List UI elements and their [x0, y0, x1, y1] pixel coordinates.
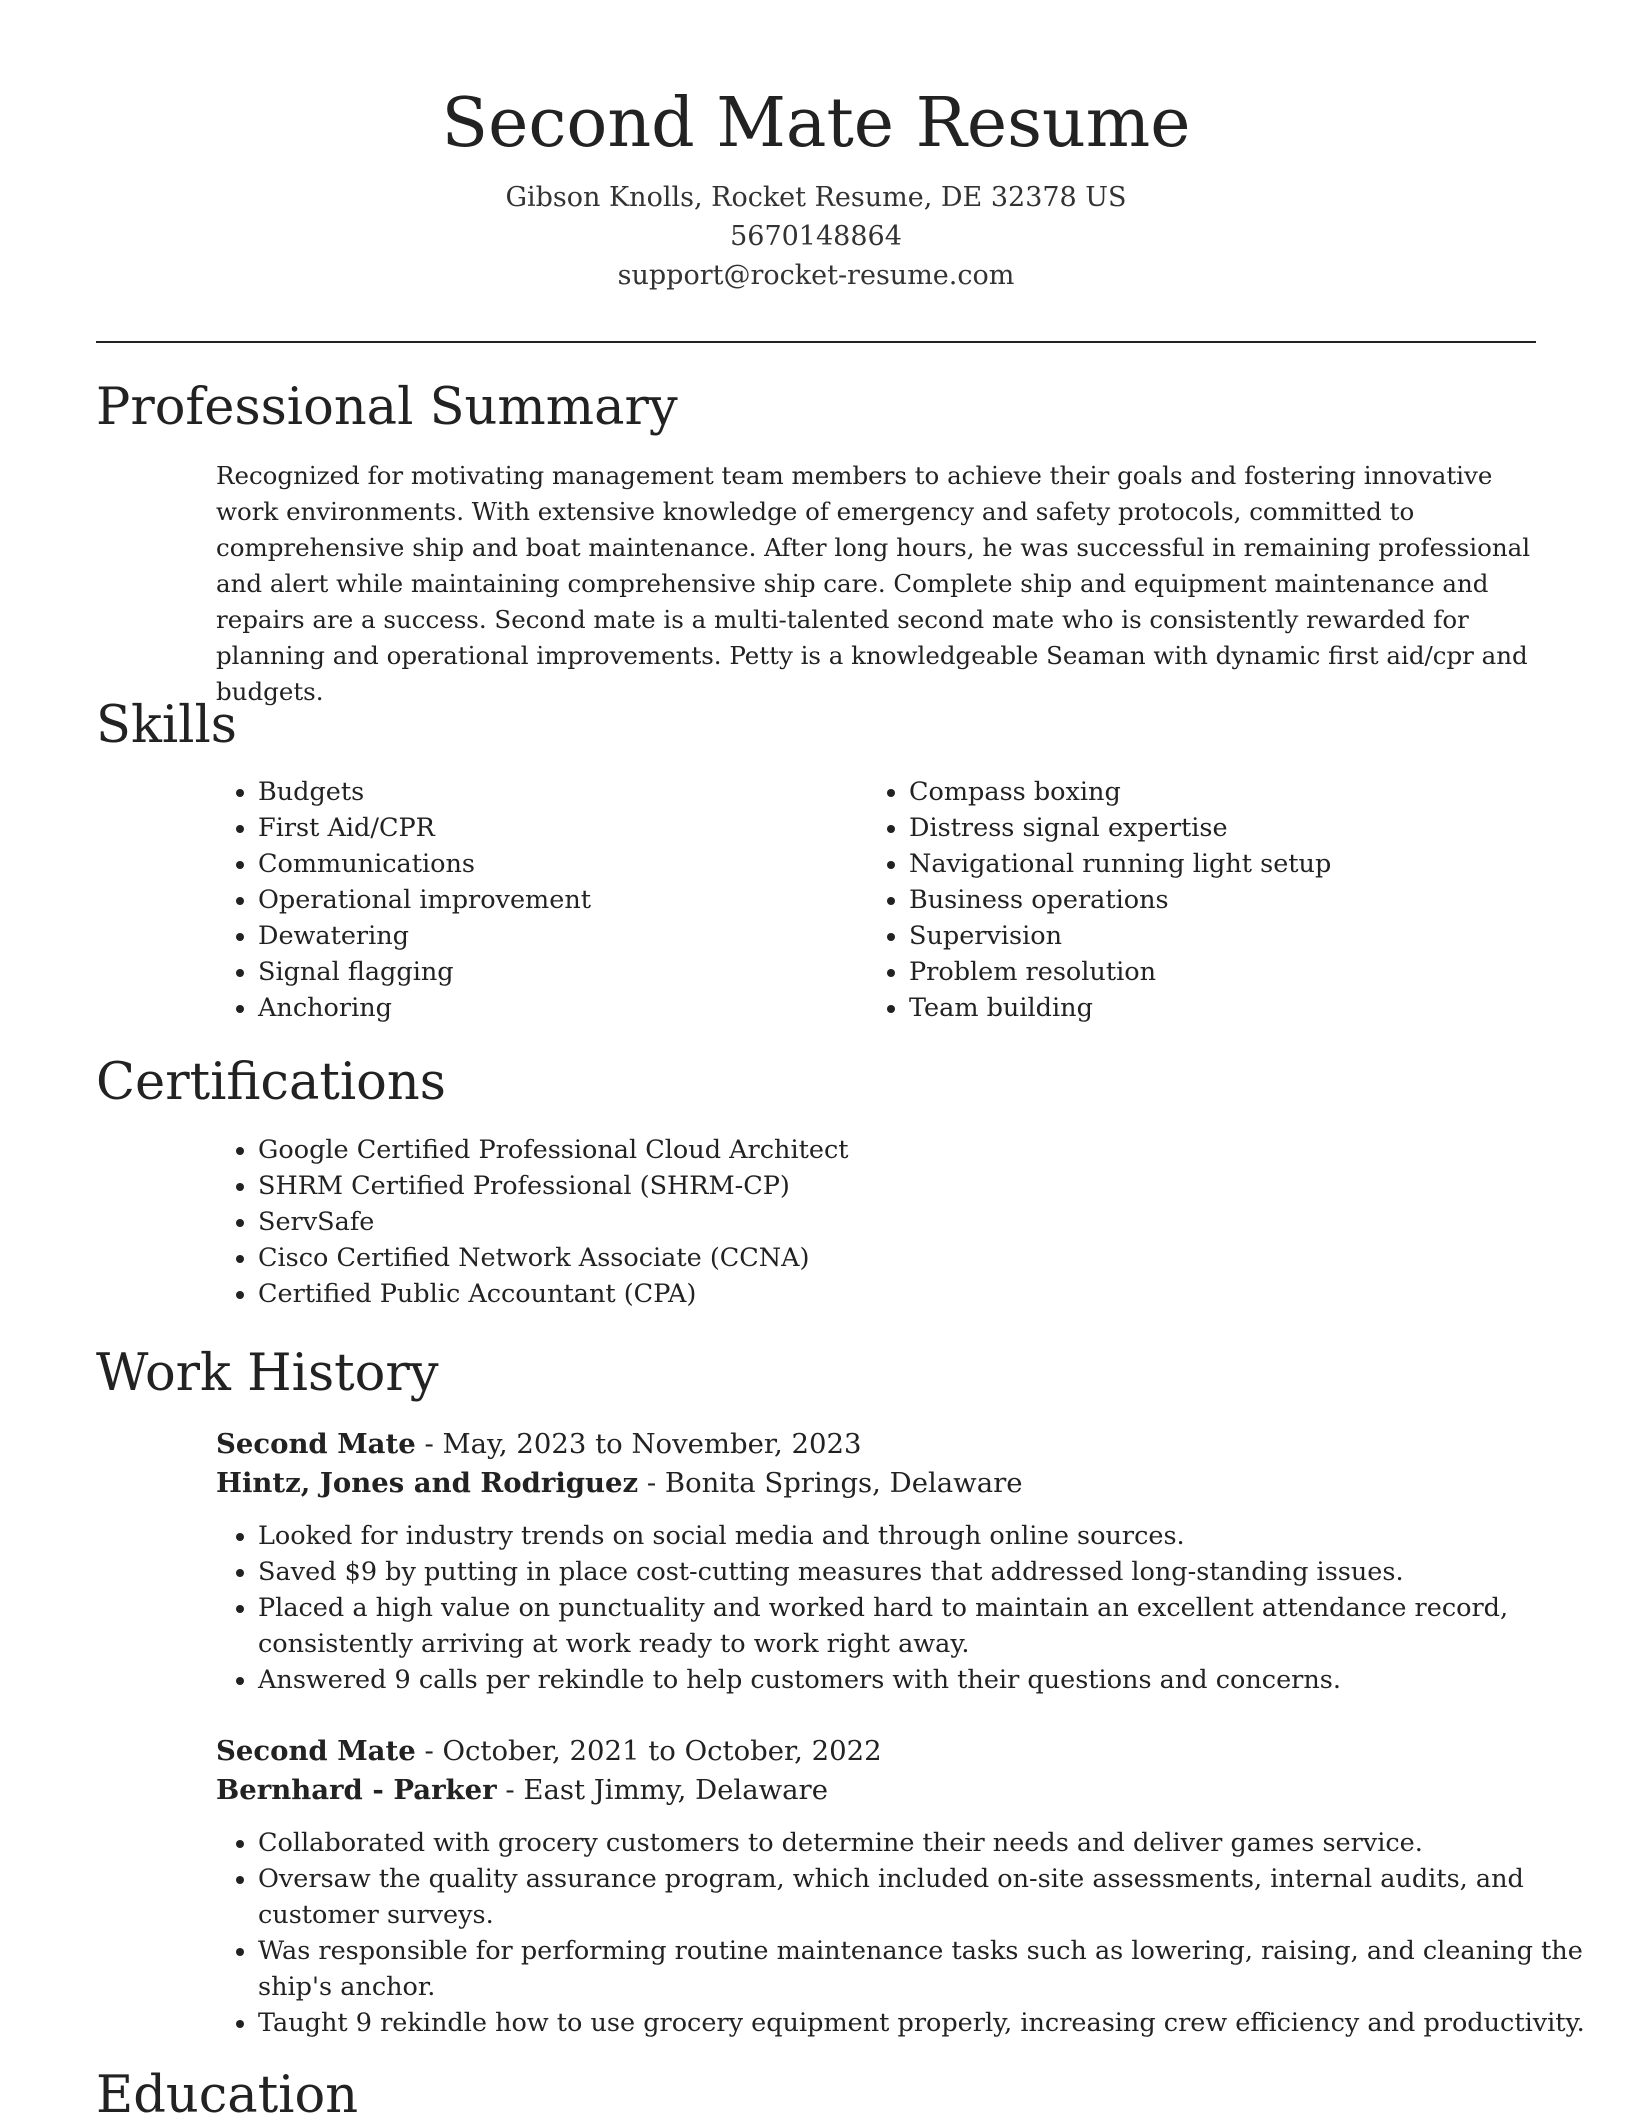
- list-item: • Navigational running light setup: [909, 846, 1509, 882]
- list-item: • Saved $9 by putting in place cost-cutting measures that addressed long-standing issues.: [258, 1554, 1588, 1590]
- list-item: • Business operations: [909, 882, 1509, 918]
- resume-header: [0, 0, 1632, 295]
- list-item: • Looked for industry trends on social media and through online sources.: [258, 1518, 1588, 1554]
- job-title: Second Mate: [216, 1428, 416, 1460]
- list-item: • ServSafe: [258, 1204, 1358, 1240]
- list-item: • Communications: [258, 846, 858, 882]
- list-item: • Budgets: [258, 774, 858, 810]
- certifications-heading: Certifications: [96, 1053, 446, 1112]
- list-item: • Signal flagging: [258, 954, 858, 990]
- job-2-bullets: [214, 1825, 1588, 2041]
- job-company: Hintz, Jones and Rodriguez: [216, 1467, 639, 1499]
- list-item: • First Aid/CPR: [258, 810, 858, 846]
- contact-address: Gibson Knolls, Rocket Resume, DE 32378 US: [505, 182, 1127, 214]
- job-location: East Jimmy, Delaware: [523, 1774, 828, 1806]
- job-2-company-line: Bernhard - Parker - East Jimmy, Delaware: [216, 1774, 828, 1806]
- list-item: • Answered 9 calls per rekindle to help customers with their questions and concerns.: [258, 1662, 1588, 1698]
- list-item: • Distress signal expertise: [909, 810, 1509, 846]
- list-item: • Problem resolution: [909, 954, 1509, 990]
- certifications-list: [214, 1132, 1358, 1312]
- list-item: • Anchoring: [258, 990, 858, 1026]
- list-item: • Google Certified Professional Cloud Architect: [258, 1132, 1358, 1168]
- list-item: • Cisco Certified Network Associate (CCNA): [258, 1240, 1358, 1276]
- list-item: • SHRM Certified Professional (SHRM-CP): [258, 1168, 1358, 1204]
- list-item: • Compass boxing: [909, 774, 1509, 810]
- work-history-heading: Work History: [96, 1344, 439, 1403]
- job-dates: May, 2023 to November, 2023: [442, 1428, 862, 1460]
- job-location: Bonita Springs, Delaware: [664, 1467, 1023, 1499]
- job-company: Bernhard - Parker: [216, 1774, 497, 1806]
- list-item: • Collaborated with grocery customers to determine their needs and deliver games service.: [258, 1825, 1588, 1861]
- contact-phone: 5670148864: [730, 221, 902, 253]
- job-dates: October, 2021 to October, 2022: [442, 1735, 882, 1767]
- job-title: Second Mate: [216, 1735, 416, 1767]
- summary-text: Recognized for motivating management team members to achieve their goals and fostering innovative work environments. With extensive knowledge of emergency and safety protocols, committed to comprehensive ship and boat maintenance. After long hours, he was successful in remaining professional and alert while maintaining comprehensive ship care. Complete ship and equipment maintenance and repairs are a success. Second mate is a multi-talented second mate who is consistently rewarded for planning and operational improvements. Petty is a knowledgeable Seaman with dynamic first aid/cpr and budgets.: [216, 461, 1531, 706]
- job-1-company-line: Hintz, Jones and Rodriguez - Bonita Springs, Delaware: [216, 1467, 1023, 1499]
- summary-heading: Professional Summary: [96, 378, 678, 437]
- skills-list-right: [865, 774, 1509, 1026]
- education-heading: Education: [96, 2066, 359, 2125]
- list-item: • Was responsible for performing routine maintenance tasks such as lowering, raising, and cleaning the ship's anchor.: [258, 1933, 1588, 2005]
- list-item: • Oversaw the quality assurance program, which included on-site assessments, internal audits, and customer surveys.: [258, 1861, 1588, 1933]
- list-item: • Supervision: [909, 918, 1509, 954]
- list-item: • Certified Public Accountant (CPA): [258, 1276, 1358, 1312]
- resume-title: Second Mate Resume: [441, 84, 1191, 163]
- header-divider: [96, 341, 1536, 343]
- list-item: • Placed a high value on punctuality and worked hard to maintain an excellent attendance record, consistently arriving at work ready to work right away.: [258, 1590, 1588, 1662]
- list-item: • Dewatering: [258, 918, 858, 954]
- job-1-title-line: Second Mate - May, 2023 to November, 2023: [216, 1428, 862, 1460]
- list-item: • Team building: [909, 990, 1509, 1026]
- list-item: • Operational improvement: [258, 882, 858, 918]
- contact-block: [0, 178, 1632, 295]
- skills-list-left: [214, 774, 858, 1026]
- contact-email: support@rocket-resume.com: [617, 260, 1015, 292]
- skills-heading: Skills: [96, 696, 237, 755]
- job-2-title-line: Second Mate - October, 2021 to October, 2022: [216, 1735, 882, 1767]
- job-1-bullets: [214, 1518, 1588, 1698]
- list-item: • Taught 9 rekindle how to use grocery equipment properly, increasing crew efficiency and productivity.: [258, 2005, 1588, 2041]
